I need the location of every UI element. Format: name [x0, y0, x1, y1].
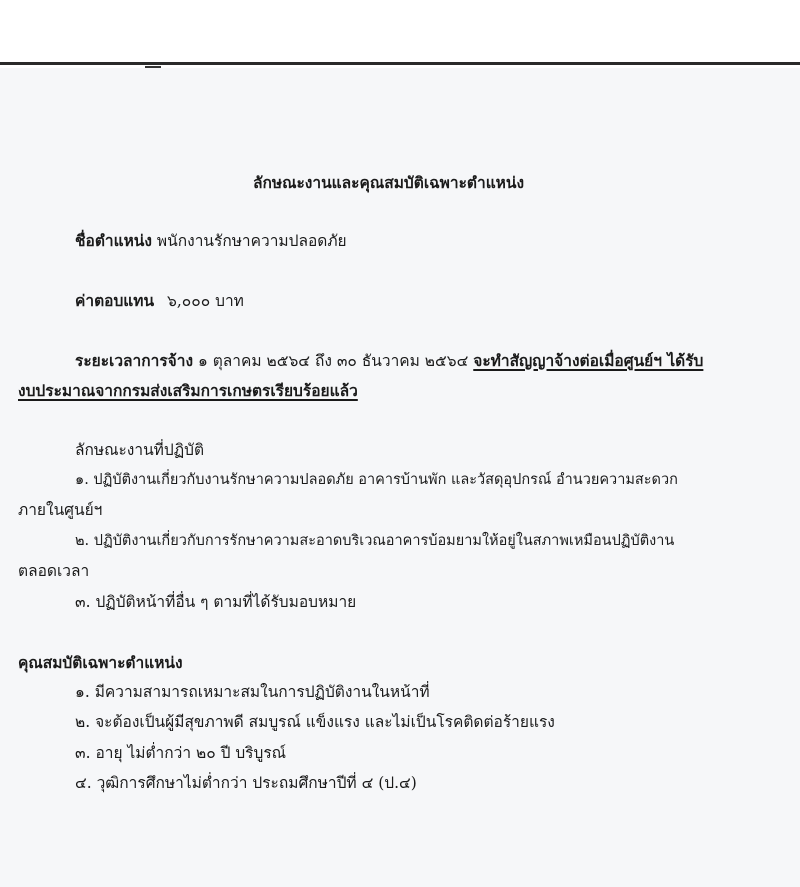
qualifications-heading: คุณสมบัติเฉพาะตำแหน่ง [18, 653, 183, 672]
document-page [0, 68, 800, 887]
scan-page-edge [0, 62, 800, 65]
employment-condition-line2: งบประมาณจากกรมส่งเสริมการเกษตรเรียบร้อยแล้ว [18, 381, 358, 400]
duty-item-2-continued: ตลอดเวลา [18, 562, 90, 580]
duties-heading: ลักษณะงานที่ปฏิบัติ [75, 441, 205, 459]
employment-condition-line1: จะทำสัญญาจ้างต่อเมื่อศูนย์ฯ ได้รับ [473, 351, 704, 370]
duty-item-1-continued: ภายในศูนย์ฯ [18, 501, 103, 519]
document-title: ลักษณะงานและคุณสมบัติเฉพาะตำแหน่ง [253, 173, 525, 192]
qualification-item: ๔. วุฒิการศึกษาไม่ต่ำกว่า ประถมศึกษาปีที่ ๔ (ป.๔) [75, 774, 417, 792]
duty-item-2: ๒. ปฏิบัติงานเกี่ยวกับการรักษาความสะอาดบริเวณอาคารบ้อมยามให้อยู่ในสภาพเหมือนปฏิบัติงาน [75, 533, 675, 549]
position-label: ชื่อตำแหน่ง [75, 231, 152, 250]
position-value: พนักงานรักษาความปลอดภัย [156, 232, 347, 250]
compensation-label: ค่าตอบแทน [75, 291, 155, 310]
compensation-value: ๖,๐๐๐ บาท [167, 292, 244, 310]
qualification-item: ๒. จะต้องเป็นผู้มีสุขภาพดี สมบูรณ์ แข็งแรง และไม่เป็นโรคติดต่อร้ายแรง [75, 713, 555, 731]
employment-period-label: ระยะเวลาการจ้าง [75, 351, 194, 370]
position-row [75, 231, 347, 251]
employment-period-value: ๑ ตุลาคม ๒๕๖๔ ถึง ๓๐ ธันวาคม ๒๕๖๔ [197, 352, 469, 370]
qualification-item: ๓. อายุ ไม่ต่ำกว่า ๒๐ ปี บริบูรณ์ [75, 744, 287, 762]
employment-period-row [75, 351, 703, 371]
compensation-row [75, 291, 244, 311]
qualification-item: ๑. มีความสามารถเหมาะสมในการปฏิบัติงานในหน้าที่ [75, 683, 430, 701]
scan-top-margin [0, 0, 800, 62]
duty-item-3: ๓. ปฏิบัติหน้าที่อื่น ๆ ตามที่ได้รับมอบหมาย [75, 593, 357, 611]
duty-item-1: ๑. ปฏิบัติงานเกี่ยวกับงานรักษาความปลอดภัย อาคารบ้านพัก และวัสดุอุปกรณ์ อำนวยความสะดวก [75, 472, 678, 488]
